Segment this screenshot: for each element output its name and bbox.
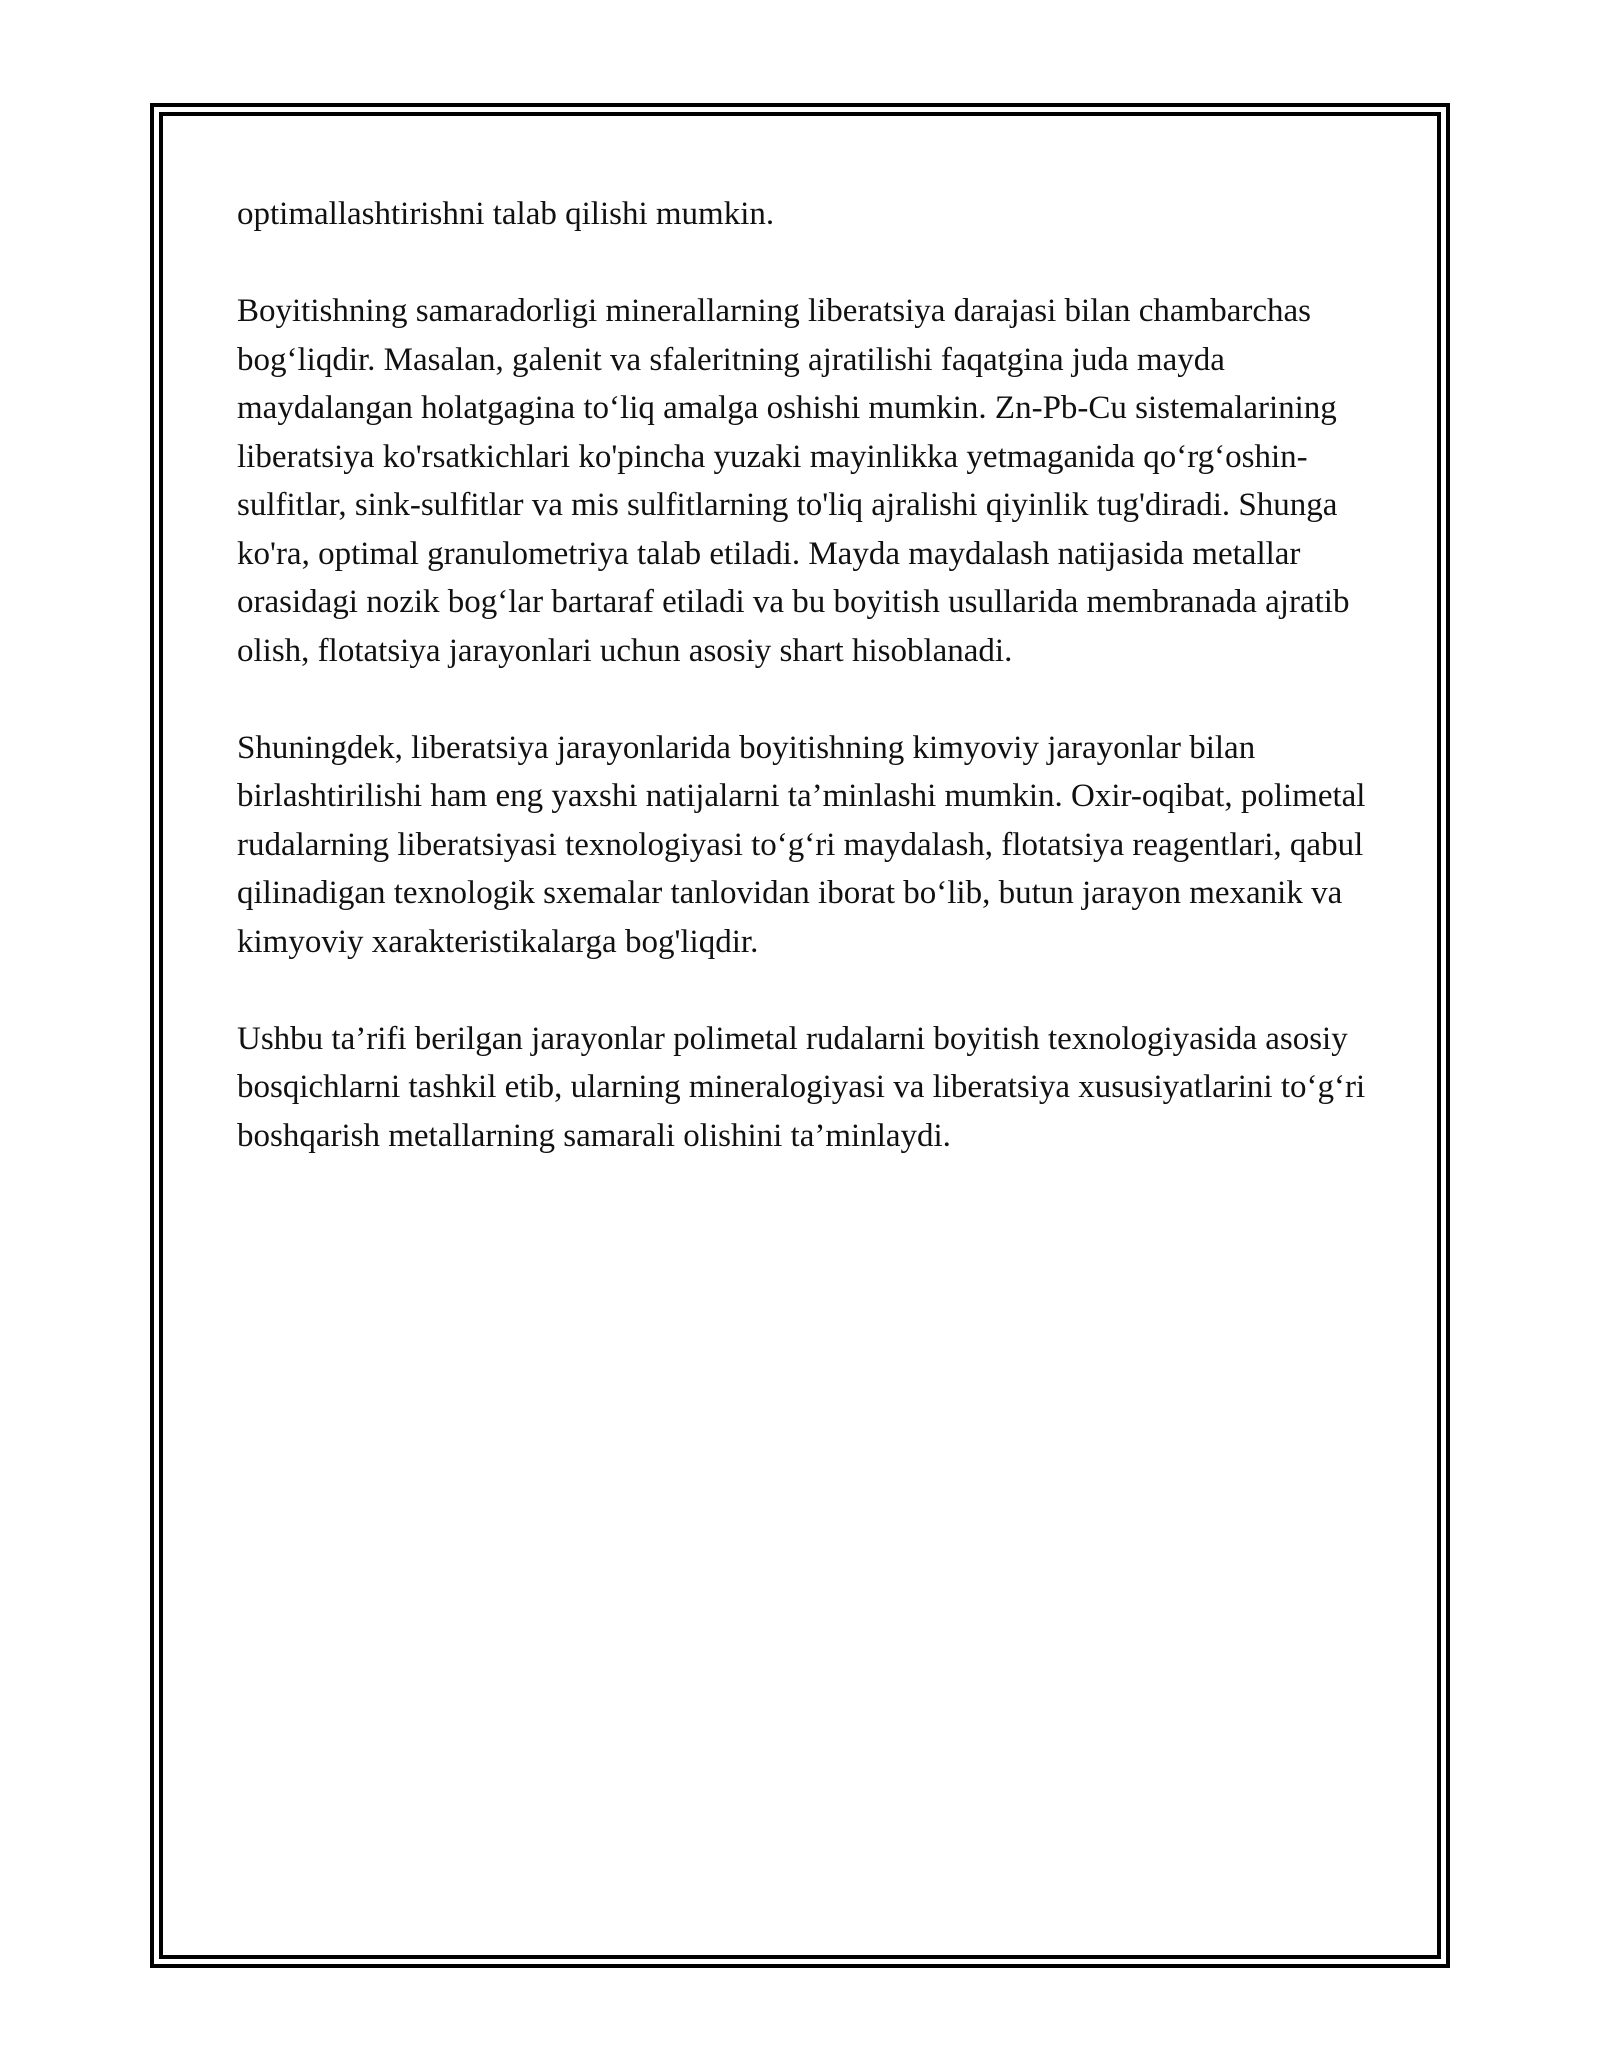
paragraph-liberation-efficiency: Boyitishning samaradorligi minerallarning liberatsiya darajasi bilan chambarchas bog‘liqdir. Masalan, galenit va sfaleritning ajratilishi faqatgina juda mayda maydalangan holatgagina to‘liq amalga oshishi mumkin. Zn-Pb-Cu sistemalarining liberatsiya ko'rsatkichlari ko'pincha yuzaki mayinlikka yetmaganida qo‘rg‘oshin-sulfitlar, sink-sulfitlar va mis sulfitlarning to'liq ajralishi qiyinlik tug'diradi. Shunga ko'ra, optimal granulometriya talab etiladi. Mayda maydalash natijasida metallar orasidagi nozik bog‘lar bartaraf etiladi va bu boyitish usullarida membranada ajratib olish, flotatsiya jarayonlari uchun asosiy shart hisoblanadi. bbox=[237, 293, 1350, 669]
document-body bbox=[237, 190, 1382, 1209]
paragraph-conclusion: Ushbu ta’rifi berilgan jarayonlar polimetal rudalarni boyitish texnologiyasida asosiy bosqichlarni tashkil etib, ularning mineralogiyasi va liberatsiya xususiyatlarini to‘g‘ri boshqarish metallarning samarali olishini ta’minlaydi. bbox=[237, 1020, 1366, 1154]
paragraph-chemical-processes: Shuningdek, liberatsiya jarayonlarida boyitishning kimyoviy jarayonlar bilan birlashtirilishi ham eng yaxshi natijalarni ta’minlashi mumkin. Oxir-oqibat, polimetal rudalarning liberatsiyasi texnologiyasi to‘g‘ri maydalash, flotatsiya reagentlari, qabul qilinadigan texnologik sxemalar tanlovidan iborat bo‘lib, butun jarayon mexanik va kimyoviy xarakteristikalarga bog'liqdir. bbox=[237, 729, 1366, 960]
paragraph-continuation: optimallashtirishni talab qilishi mumkin. bbox=[237, 196, 775, 232]
